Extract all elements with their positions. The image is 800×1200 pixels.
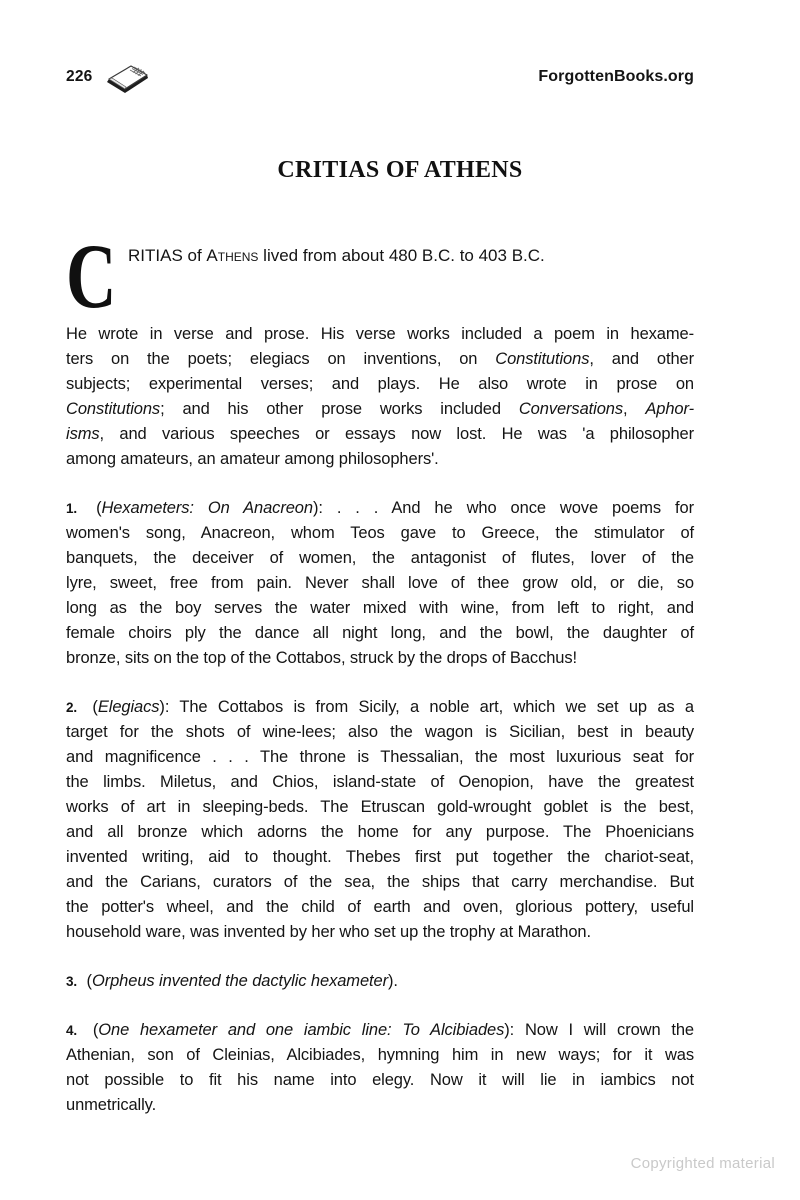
text-line [66,720,694,745]
text-run: 3. [66,974,78,989]
site-name: ForgottenBooks.org [538,68,694,85]
text-line [66,372,694,397]
chapter-title: CRITIAS OF ATHENS [277,157,523,183]
text-run: ): The Cottabos is from Sicily, a noble art, which we set up as a [159,698,694,716]
text-line [66,770,694,795]
drop-cap: C [66,225,117,327]
text-run: He wrote in verse and prose. His verse works included a poem in hexame- [66,325,694,343]
text-run: among amateurs, an amateur among philosophers'. [66,450,439,468]
text-line [66,820,694,845]
text-run: bronze, sits on the top of the Cottabos, struck by the drops of Bacchus! [66,649,578,667]
text-run: RITIAS of [128,246,207,265]
text-run: isms [66,425,100,443]
text-run: One hexameter and one iambic line: To Alcibiades [98,1021,505,1039]
text-run: subjects; experimental verses; and plays. He also wrote in prose on [66,375,694,393]
text-run: ( [82,499,102,517]
paragraph [66,695,694,945]
text-line [66,496,694,521]
text-run: invented writing, aid to thought. Thebes first put together the chariot-seat, [66,848,694,866]
text-run: household ware, was invented by her who set up the trophy at Marathon. [66,923,591,941]
text-run: Athenian, son of Cleinias, Alcibiades, hymning him in new ways; for it was [66,1046,694,1064]
paragraph [66,496,694,671]
text-line [66,422,694,447]
text-run: the limbs. Miletus, and Chios, island-state of Oenopion, have the greatest [66,773,694,791]
text-run: Conversations [518,400,624,418]
paragraph [66,1018,694,1118]
text-run: Orpheus invented the dactylic hexameter [91,972,388,990]
text-run: ( [82,698,98,716]
text-line [66,521,694,546]
text-run: ): Now I will crown the [504,1021,694,1039]
text-run: not possible to fit his name into elegy. Now it will lie in iambics not [66,1071,694,1089]
text-run: Constitutions [66,400,161,418]
copyright-watermark: Copyrighted material [630,1155,775,1172]
text-line [66,347,694,372]
text-run: Aphor- [645,400,695,418]
text-run: , and various speeches or essays now lost. He was 'a philosopher [99,425,694,443]
text-run: ( [82,972,92,990]
paragraph [66,322,694,472]
text-line [66,845,694,870]
text-line [66,1018,694,1043]
paragraph [66,969,694,994]
text-run: Elegiacs [97,698,160,716]
text-line [66,920,694,945]
text-line [66,1043,694,1068]
text-run: works of art in sleeping-beds. The Etruscan gold-wrought goblet is the best, [66,798,694,816]
text-run: Hexameters: On Anacreon [101,499,313,517]
text-line [66,745,694,770]
text-run: target for the shots of wine-lees; also the wagon is Sicilian, best in beauty [66,723,694,741]
text-run: lyre, sweet, free from pain. Never shall love of thee grow old, or die, so [66,574,694,592]
text-run: the potter's wheel, and the child of earth and oven, glorious pottery, useful [66,898,694,916]
text-run: banquets, the deceiver of women, the antagonist of flutes, lover of the [66,549,694,567]
page-number: 226 [66,68,93,85]
text-run: unmetrically. [66,1096,157,1114]
text-run: , and other [589,350,694,368]
text-run: ; and his other prose works included [160,400,519,418]
text-run: and all bronze which adorns the home for any purpose. The Phoenicians [66,823,694,841]
text-line [66,870,694,895]
text-run: ters on the poets; elegiacs on inventions, on [66,350,496,368]
text-run: female choirs ply the dance all night long, and the bowl, the daughter of [66,624,694,642]
text-line [66,1068,694,1093]
text-line [66,795,694,820]
text-run: 2. [66,700,78,715]
text-line [66,695,694,720]
text-run: Athens [206,246,259,265]
text-run: lived from about 480 B.C. to 403 B.C. [258,246,545,265]
page-header [0,0,800,98]
text-run: , [623,400,646,418]
text-line [66,571,694,596]
text-run: women's song, Anacreon, whom Teos gave to Greece, the stimulator of [66,524,694,542]
open-book-icon [104,56,150,98]
text-line [66,646,694,671]
text-run: and the Carians, curators of the sea, the ships that carry merchandise. But [66,873,694,891]
text-line [66,969,694,994]
text-line [66,895,694,920]
body-text [66,322,694,1118]
text-line [66,596,694,621]
text-run: 4. [66,1023,78,1038]
text-run: ): . . . And he who once wove poems for [312,499,695,517]
lede-paragraph [66,225,694,327]
text-line [66,322,694,347]
text-run: long as the boy serves the water mixed with wine, from left to right, and [66,599,694,617]
text-line [66,447,694,472]
text-run: and magnificence . . . The throne is Thessalian, the most luxurious seat for [66,748,694,766]
text-line [66,546,694,571]
text-line [66,1093,694,1118]
header-left [66,56,150,98]
text-run: ( [82,1021,99,1039]
lede-line [128,243,545,268]
text-line [66,621,694,646]
text-run: Constitutions [495,350,590,368]
text-line [66,397,694,422]
text-run: 1. [66,501,78,516]
text-run: ). [388,972,398,990]
